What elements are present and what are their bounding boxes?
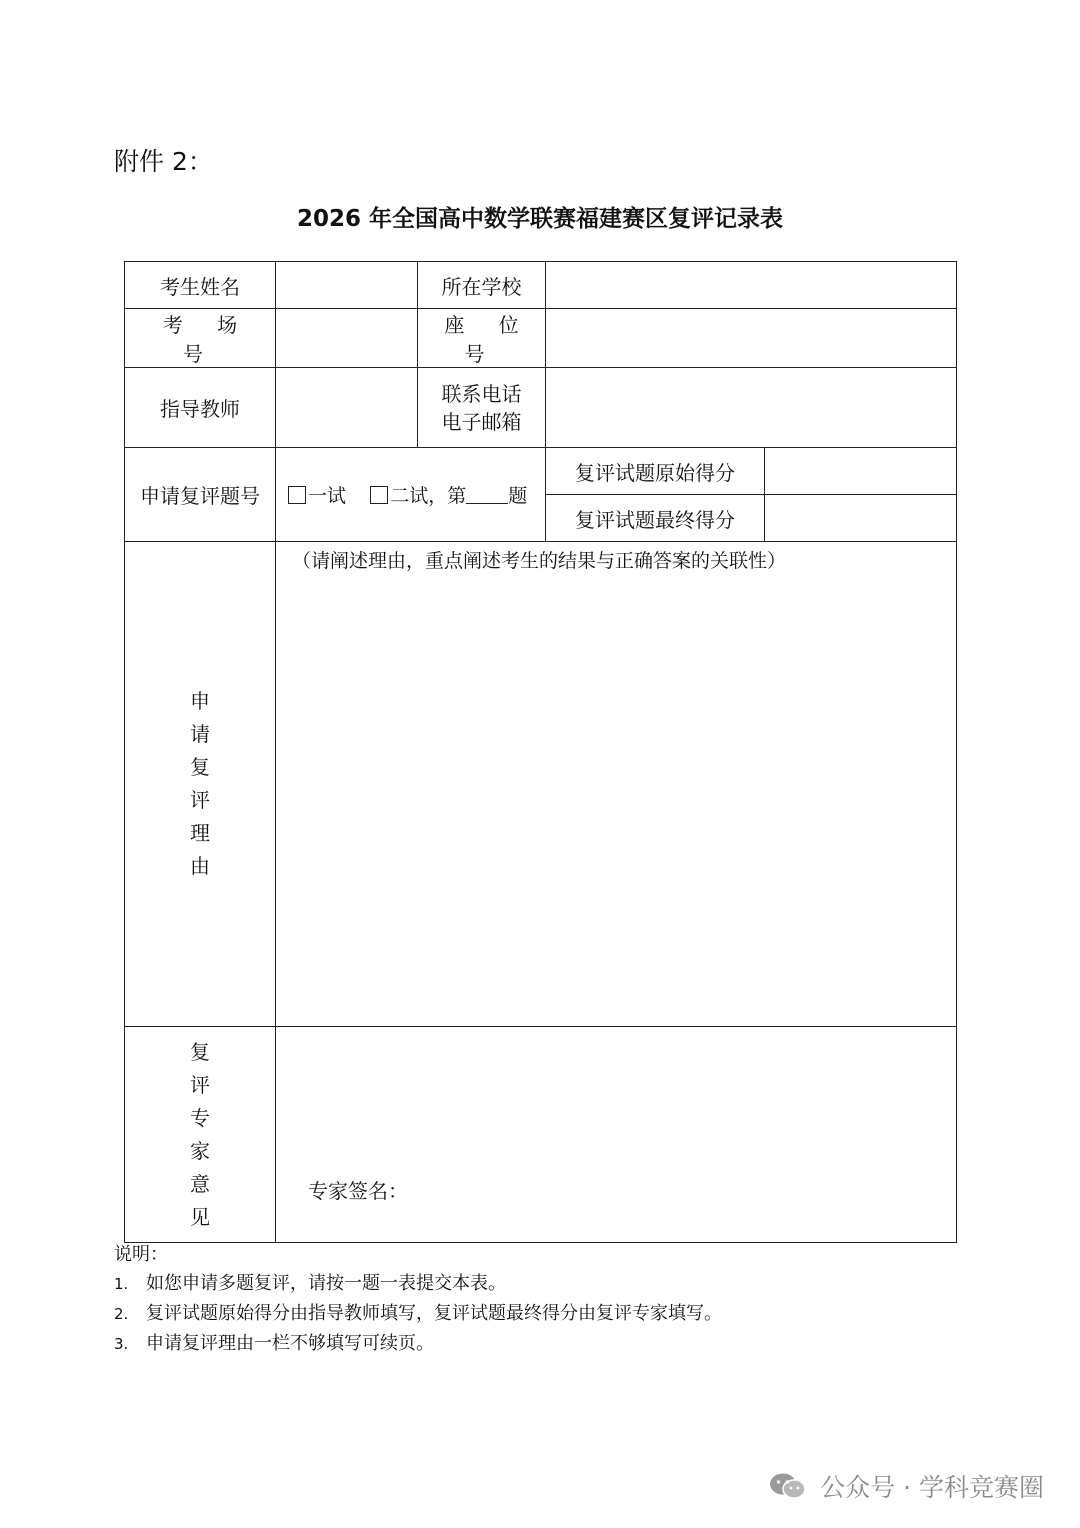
review-form-table xyxy=(124,261,957,1243)
teacher-field[interactable] xyxy=(276,368,418,448)
first-round-label: 一试 xyxy=(308,485,347,507)
email-label: 电子邮箱 xyxy=(441,409,522,434)
first-round-checkbox[interactable] xyxy=(288,486,306,504)
note-item: 3. 申请复评理由一栏不够填写可续页。 xyxy=(114,1333,434,1354)
watermark-text: 公众号 · 学科竞赛圈 xyxy=(820,1473,1044,1502)
contact-label xyxy=(418,368,546,448)
question-suffix: 题 xyxy=(508,485,528,507)
final-score-label: 复评试题最终得分 xyxy=(546,495,765,542)
phone-label: 联系电话 xyxy=(441,381,522,406)
form-title: 2026 年全国高中数学联赛福建赛区复评记录表 xyxy=(296,206,784,232)
notes-heading: 说明： xyxy=(114,1244,168,1265)
student-name-label: 考生姓名 xyxy=(125,262,276,309)
school-label: 所在学校 xyxy=(418,262,546,309)
expert-opinion-field[interactable] xyxy=(276,1027,957,1243)
seat-field[interactable] xyxy=(546,309,957,368)
final-score-field[interactable] xyxy=(765,495,957,542)
question-no-label: 申请复评题号 xyxy=(125,448,276,542)
wechat-icon xyxy=(768,1471,808,1501)
note-item: 2. 复评试题原始得分由指导教师填写，复评试题最终得分由复评专家填写。 xyxy=(114,1303,722,1324)
school-field[interactable] xyxy=(546,262,957,309)
watermark xyxy=(768,1468,1044,1504)
reason-field[interactable] xyxy=(276,542,957,1027)
original-score-field[interactable] xyxy=(765,448,957,495)
reason-hint: （请阐述理由，重点阐述考生的结果与正确答案的关联性） xyxy=(292,550,787,572)
note-item: 1. 如您申请多题复评，请按一题一表提交本表。 xyxy=(114,1273,506,1294)
second-round-label: 二试，第 xyxy=(390,485,467,507)
student-name-field[interactable] xyxy=(276,262,418,309)
expert-signature-label: 专家签名： xyxy=(308,1179,408,1203)
teacher-label: 指导教师 xyxy=(125,368,276,448)
attachment-label: 附件 2： xyxy=(114,147,213,176)
notes-section xyxy=(114,1240,722,1359)
reason-label: 申 请 复 评 理 由 xyxy=(125,542,276,1027)
second-round-checkbox[interactable] xyxy=(370,486,388,504)
exam-room-field[interactable] xyxy=(276,309,418,368)
original-score-label: 复评试题原始得分 xyxy=(546,448,765,495)
expert-opinion-label: 复 评 专 家 意 见 xyxy=(125,1027,276,1243)
seat-label: 座 位 号 xyxy=(418,309,546,368)
exam-room-label: 考 场 号 xyxy=(125,309,276,368)
question-number-blank[interactable] xyxy=(466,485,508,504)
question-selection xyxy=(276,448,546,542)
contact-field[interactable] xyxy=(546,368,957,448)
